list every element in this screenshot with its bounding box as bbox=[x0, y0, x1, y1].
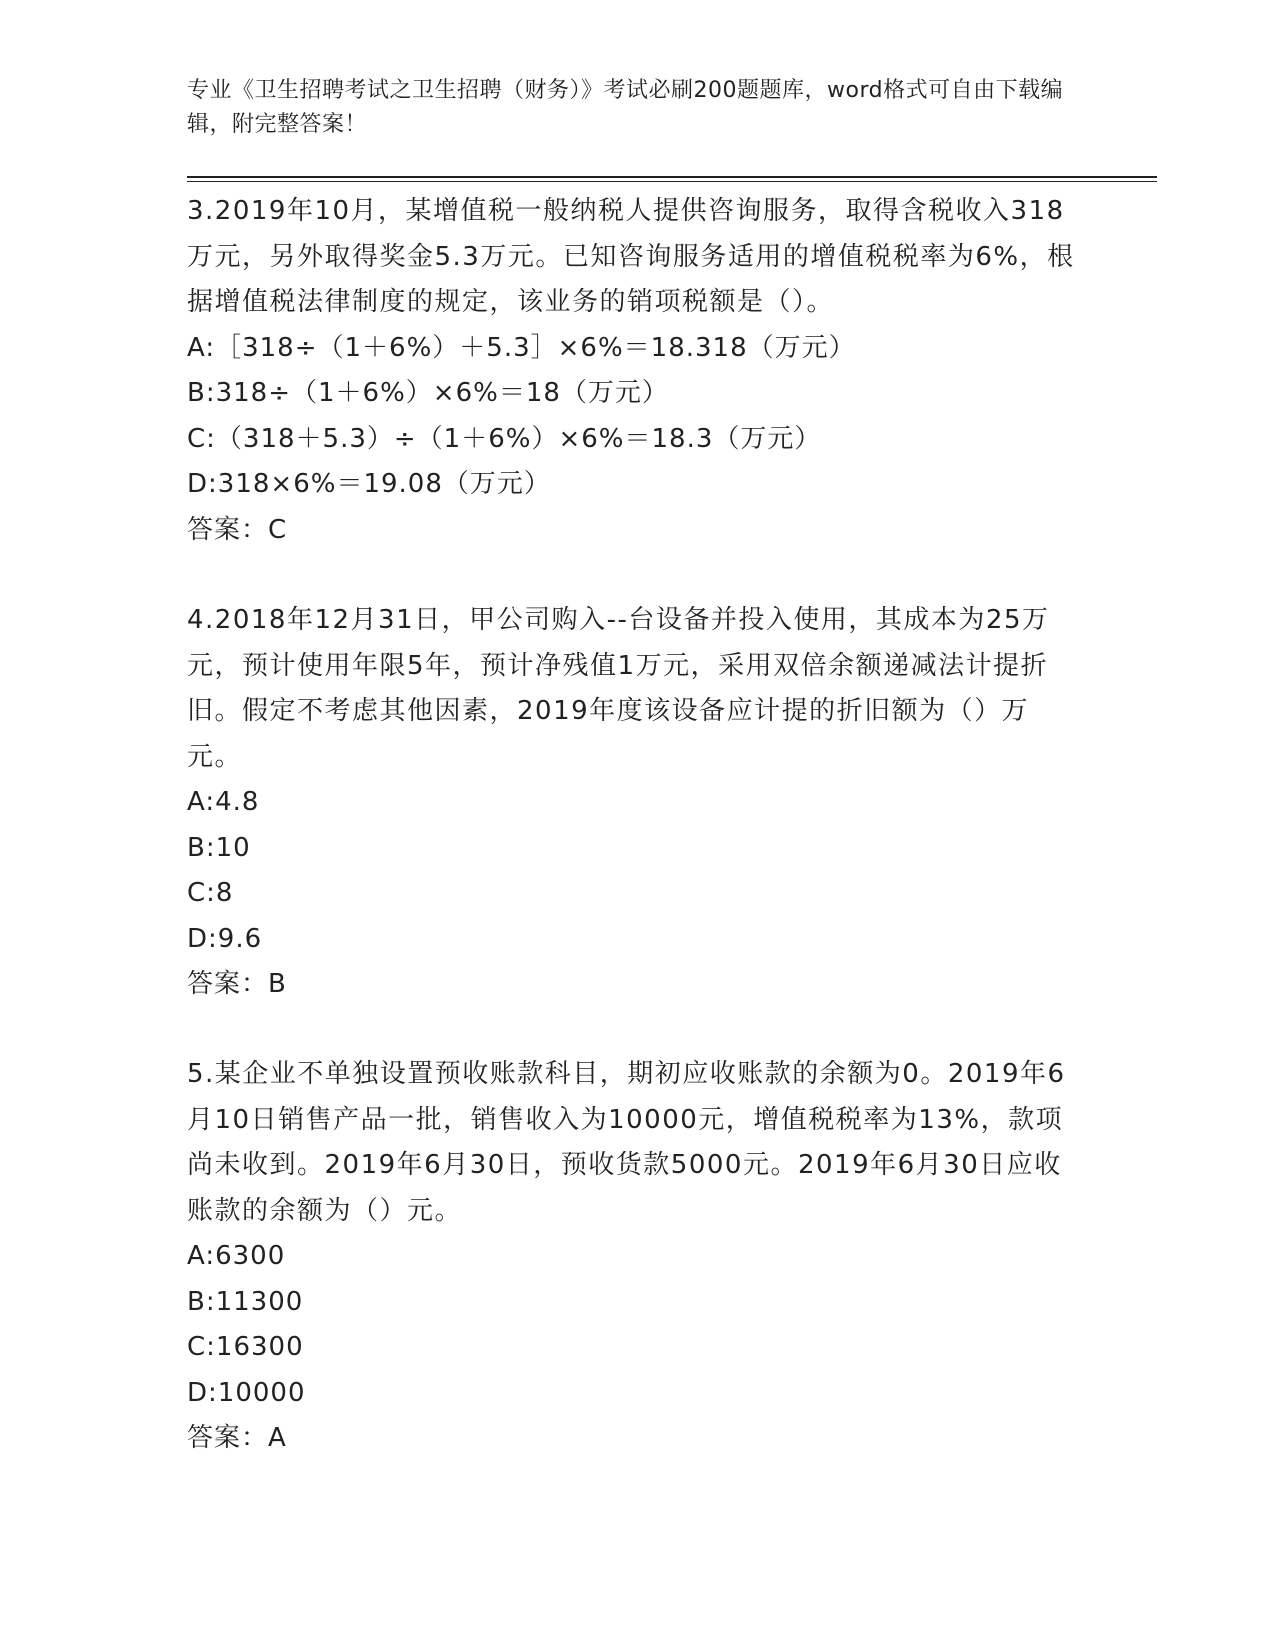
answer: 答案：C bbox=[187, 514, 288, 545]
question-4 bbox=[187, 598, 1077, 1008]
question-text: 5.某企业不单独设置预收账款科目，期初应收账款的余额为0。2019年6月10日销售产品一批，销售收入为10000元，增值税税率为13%，款项尚未收到。2019年6月30日，预收货款5000元。2019年6月30日应收账款的余额为（）元。 bbox=[187, 1059, 1066, 1226]
header-divider-thick bbox=[187, 176, 1157, 178]
option-b: B:10 bbox=[187, 832, 251, 863]
question-5 bbox=[187, 1052, 1077, 1462]
option-d: D:10000 bbox=[187, 1377, 306, 1408]
question-text: 4.2018年12月31日，甲公司购入--台设备并投入使用，其成本为25万元，预计使用年限5年，预计净残值1万元，采用双倍余额递减法计提折旧。假定不考虑其他因素，2019年度该设备应计提的折旧额为（）万元。 bbox=[187, 605, 1050, 772]
option-c: C:（318＋5.3）÷（1＋6%）×6%＝18.3（万元） bbox=[187, 423, 822, 454]
option-a: A:6300 bbox=[187, 1241, 286, 1271]
answer: 答案：B bbox=[187, 969, 287, 999]
option-a: A:［318÷（1＋6%）＋5.3］×6%＝18.318（万元） bbox=[187, 332, 856, 363]
option-b: B:11300 bbox=[187, 1286, 304, 1317]
option-b: B:318÷（1＋6%）×6%＝18（万元） bbox=[187, 378, 669, 408]
option-d: D:318×6%＝19.08（万元） bbox=[187, 469, 551, 499]
question-text: 3.2019年10月，某增值税一般纳税人提供咨询服务，取得含税收入318万元，另外取得奖金5.3万元。已知咨询服务适用的增值税税率为6%，根据增值税法律制度的规定，该业务的销项税额是（）。 bbox=[187, 196, 1075, 317]
option-d: D:9.6 bbox=[187, 923, 263, 954]
answer: 答案：A bbox=[187, 1423, 287, 1453]
document-title: 专业《卫生招聘考试之卫生招聘（财务）》考试必刷200题题库，word格式可自由下载编辑，附完整答案！ bbox=[187, 78, 1064, 137]
document-header bbox=[187, 74, 1067, 142]
option-a: A:4.8 bbox=[187, 787, 260, 817]
option-c: C:16300 bbox=[187, 1332, 304, 1362]
question-3 bbox=[187, 189, 1077, 553]
option-c: C:8 bbox=[187, 878, 234, 908]
header-divider-thin bbox=[187, 181, 1157, 182]
